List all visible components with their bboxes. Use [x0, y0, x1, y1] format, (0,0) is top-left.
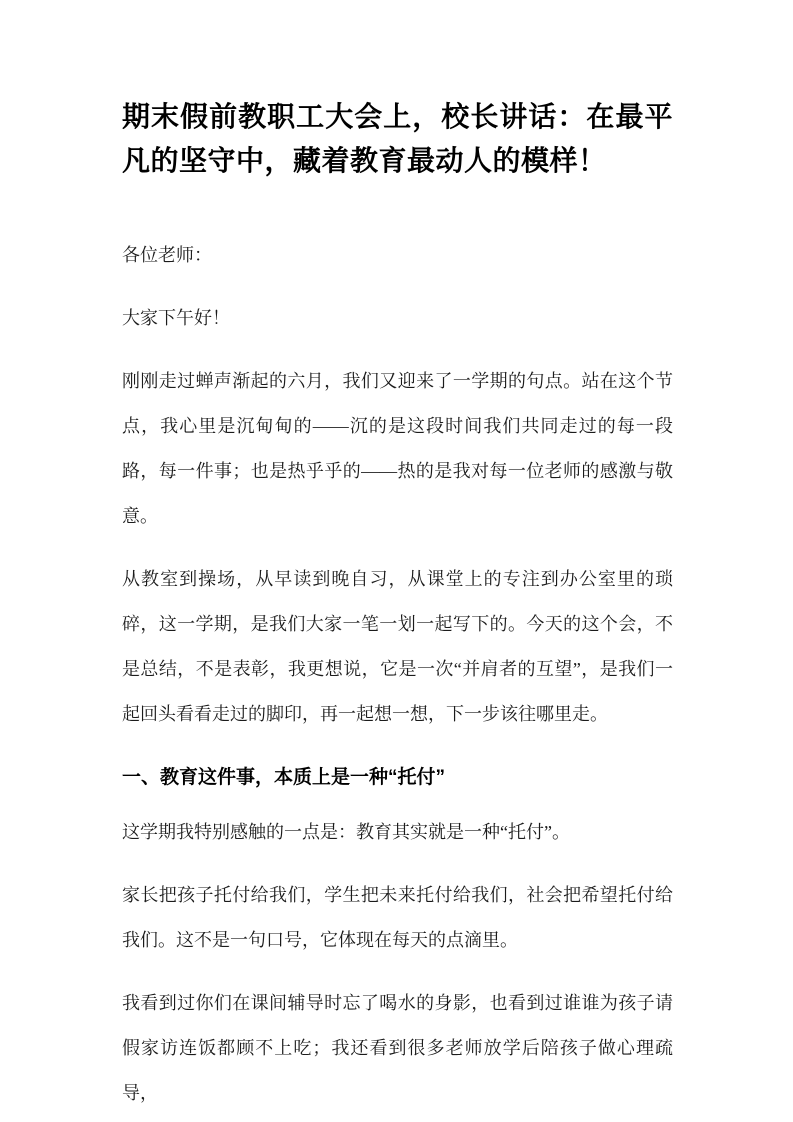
paragraph: 刚刚走过蝉声渐起的六月，我们又迎来了一学期的句点。站在这个节点，我心里是沉甸甸的——沉的是这段时间我们共同走过的每一段路，每一件事；也是热乎乎的——热的是我对每一位老师的感激与敬意。	[122, 371, 673, 526]
paragraph: 我看到过你们在课间辅导时忘了喝水的身影，也看到过谁谁为孩子请假家访连饭都顾不上吃；我还看到很多老师放学后陪孩子做心理疏导，	[122, 993, 673, 1103]
paragraph: 这学期我特别感触的一点是：教育其实就是一种“托付”。	[122, 822, 570, 842]
paragraph-greeting: 大家下午好！	[122, 308, 230, 328]
paragraph-salutation: 各位老师：	[122, 245, 212, 265]
document-title: 期末假前教职工大会上，校长讲话：在最平凡的坚守中，藏着教育最动人的模样！	[122, 101, 673, 176]
paragraph: 从教室到操场，从早读到晚自习，从课堂上的专注到办公室里的琐碎，这一学期，是我们大家一笔一划一起写下的。今天的这个会，不是总结，不是表彰，我更想说，它是一次“并肩者的互望”，是我们一起回头看看走过的脚印，再一起想一想，下一步该往哪里走。	[122, 569, 673, 724]
section-heading: 一、教育这件事，本质上是一种“托付”	[122, 767, 446, 788]
paragraph: 家长把孩子托付给我们，学生把未来托付给我们，社会把希望托付给我们。这不是一句口号，它体现在每天的点滴里。	[122, 885, 673, 950]
